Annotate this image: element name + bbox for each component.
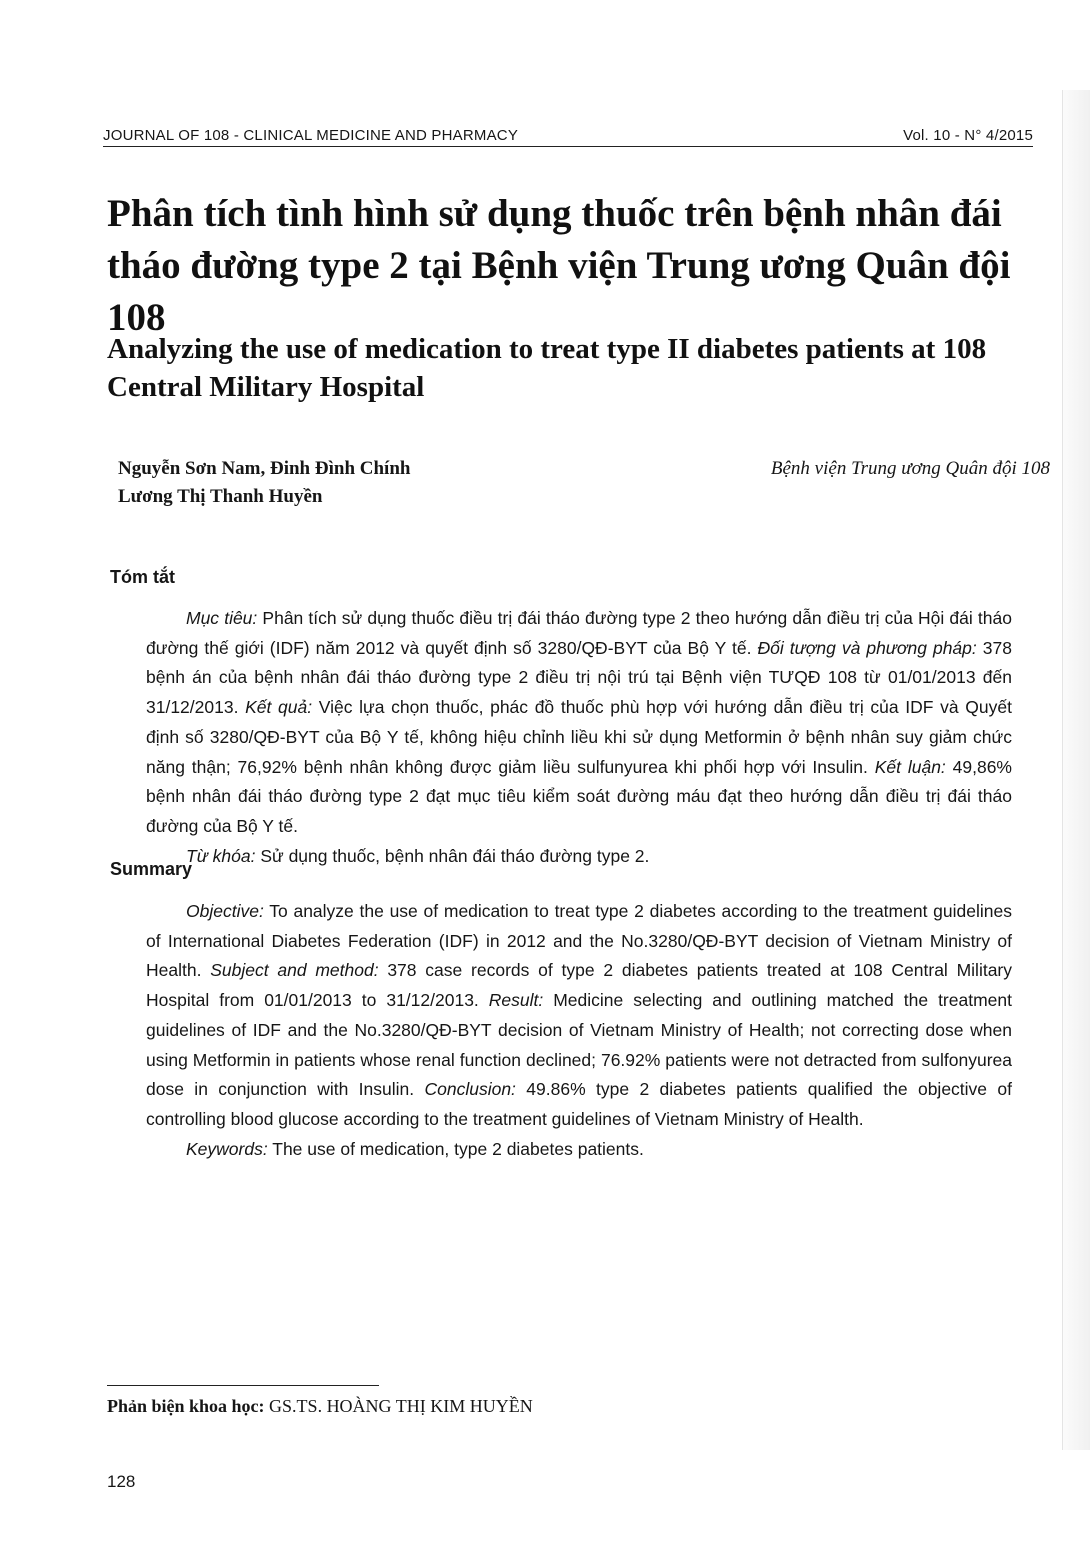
tomtat-keywords-label: Từ khóa: [186,845,256,866]
tomtat-objective-text: Phân tích sử dụng thuốc điều trị đái tháo đường type 2 theo hướng dẫn điều trị của Hội đái tháo đường thế giới (IDF) năm 2012 và quyết định số 3280/QĐ-BYT của Bộ Y tế. [146,608,1012,658]
reviewer-label: Phản biện khoa học: [107,1396,265,1416]
summary-objective-text: To analyze the use of medication to treat type 2 diabetes according to the treatment guidelines of International Diabetes Federation (IDF) in 2012 and the No.3280/QĐ-BYT decision of Vietnam Ministry of Health. [146,901,1012,981]
tomtat-method-text: 378 bệnh án của bệnh nhân đái tháo đường type 2 điều trị nội trú tại Bệnh viện TƯQĐ 108 từ 01/01/2013 đến 31/12/2013. [146,637,1012,718]
page-number: 128 [107,1472,136,1491]
footnote-divider [107,1385,379,1386]
journal-name: JOURNAL OF 108 - CLINICAL MEDICINE AND PHARMACY [103,127,519,144]
tomtat-keywords [146,842,1012,872]
summary-result-label: Result: [488,990,544,1011]
summary-conclusion-text: 49.86% type 2 diabetes patients qualified the objective of controlling blood glucose according to the treatment guidelines of Vietnam Ministry of Health. [146,1079,1012,1129]
reviewer-footnote [107,1396,533,1417]
adjacent-page-edge [1062,90,1090,1450]
tomtat-result-label: Kết quả: [245,697,313,718]
summary-method-text: 378 case records of type 2 diabetes patients treated at 108 Central Military Hospital from 01/01/2013 to 31/12/2013. [146,960,1013,1011]
tomtat-heading: Tóm tắt [110,567,175,587]
summary-result-text: Medicine selecting and outlining matched the treatment guidelines of IDF and the No.3280/QĐ-BYT decision of Vietnam Ministry of Health; not correcting dose when using Metformin in patients whose renal function declined; 76.92% patients were not detracted from sulfonyurea dose in conjunction with Insulin. [146,990,1012,1100]
author-affiliation: Bệnh viện Trung ương Quân đội 108 [770,458,1050,479]
summary-heading: Summary [110,859,193,879]
summary-objective-label: Objective: [186,901,264,921]
tomtat-result-text: Việc lựa chọn thuốc, phác đồ thuốc phù hợp với hướng dẫn điều trị của IDF và Quyết định số 3280/QĐ-BYT của Bộ Y tế, không hiệu chỉnh liều khi sử dụng Metformin ở bệnh nhân suy giảm chức năng thận; 76,92% bệnh nhân không được giảm liều sulfunyurea khi phối hợp với Insulin. [146,697,1012,777]
summary-keywords-label: Keywords: [186,1138,268,1159]
volume-issue: Vol. 10 - N° 4/2015 [903,127,1033,144]
tomtat-conclusion-label: Kết luận: [874,756,946,777]
tomtat-keywords-text: Sử dụng thuốc, bệnh nhân đái tháo đường type 2. [255,845,650,866]
summary-method-label: Subject and method: [210,960,379,981]
reviewer-name: GS.TS. HOÀNG THỊ KIM HUYỀN [264,1396,533,1416]
summary-conclusion-label: Conclusion: [424,1079,516,1100]
tomtat-conclusion-text: 49,86% bệnh nhân đái tháo đường type 2 đạt mục tiêu kiểm soát đường máu đạt theo hướng dẫn điều trị đái tháo đường của Bộ Y tế. [146,756,1012,836]
running-header [103,118,1033,144]
header-divider [103,146,1033,147]
tomtat-abstract [146,604,1012,871]
title-english: Analyzing the use of medication to treat type II diabetes patients at 108 Central Military Hospital [107,333,987,403]
author-line-1: Nguyễn Sơn Nam, Đinh Đình Chính [118,458,411,479]
summary-keywords [146,1135,1012,1165]
title-vietnamese: Phân tích tình hình sử dụng thuốc trên bệnh nhân đái tháo đường type 2 tại Bệnh viện Trung ương Quân đội 108 [107,192,1011,339]
summary-abstract [146,897,1012,1164]
tomtat-method-label: Đối tượng và phương pháp: [757,637,977,658]
tomtat-body [146,604,1012,842]
author-line-2: Lương Thị Thanh Huyền [118,486,323,507]
author-list [118,455,538,511]
summary-body [146,897,1012,1135]
tomtat-objective-label: Mục tiêu: [186,608,258,628]
summary-keywords-text: The use of medication, type 2 diabetes patients. [267,1138,644,1159]
